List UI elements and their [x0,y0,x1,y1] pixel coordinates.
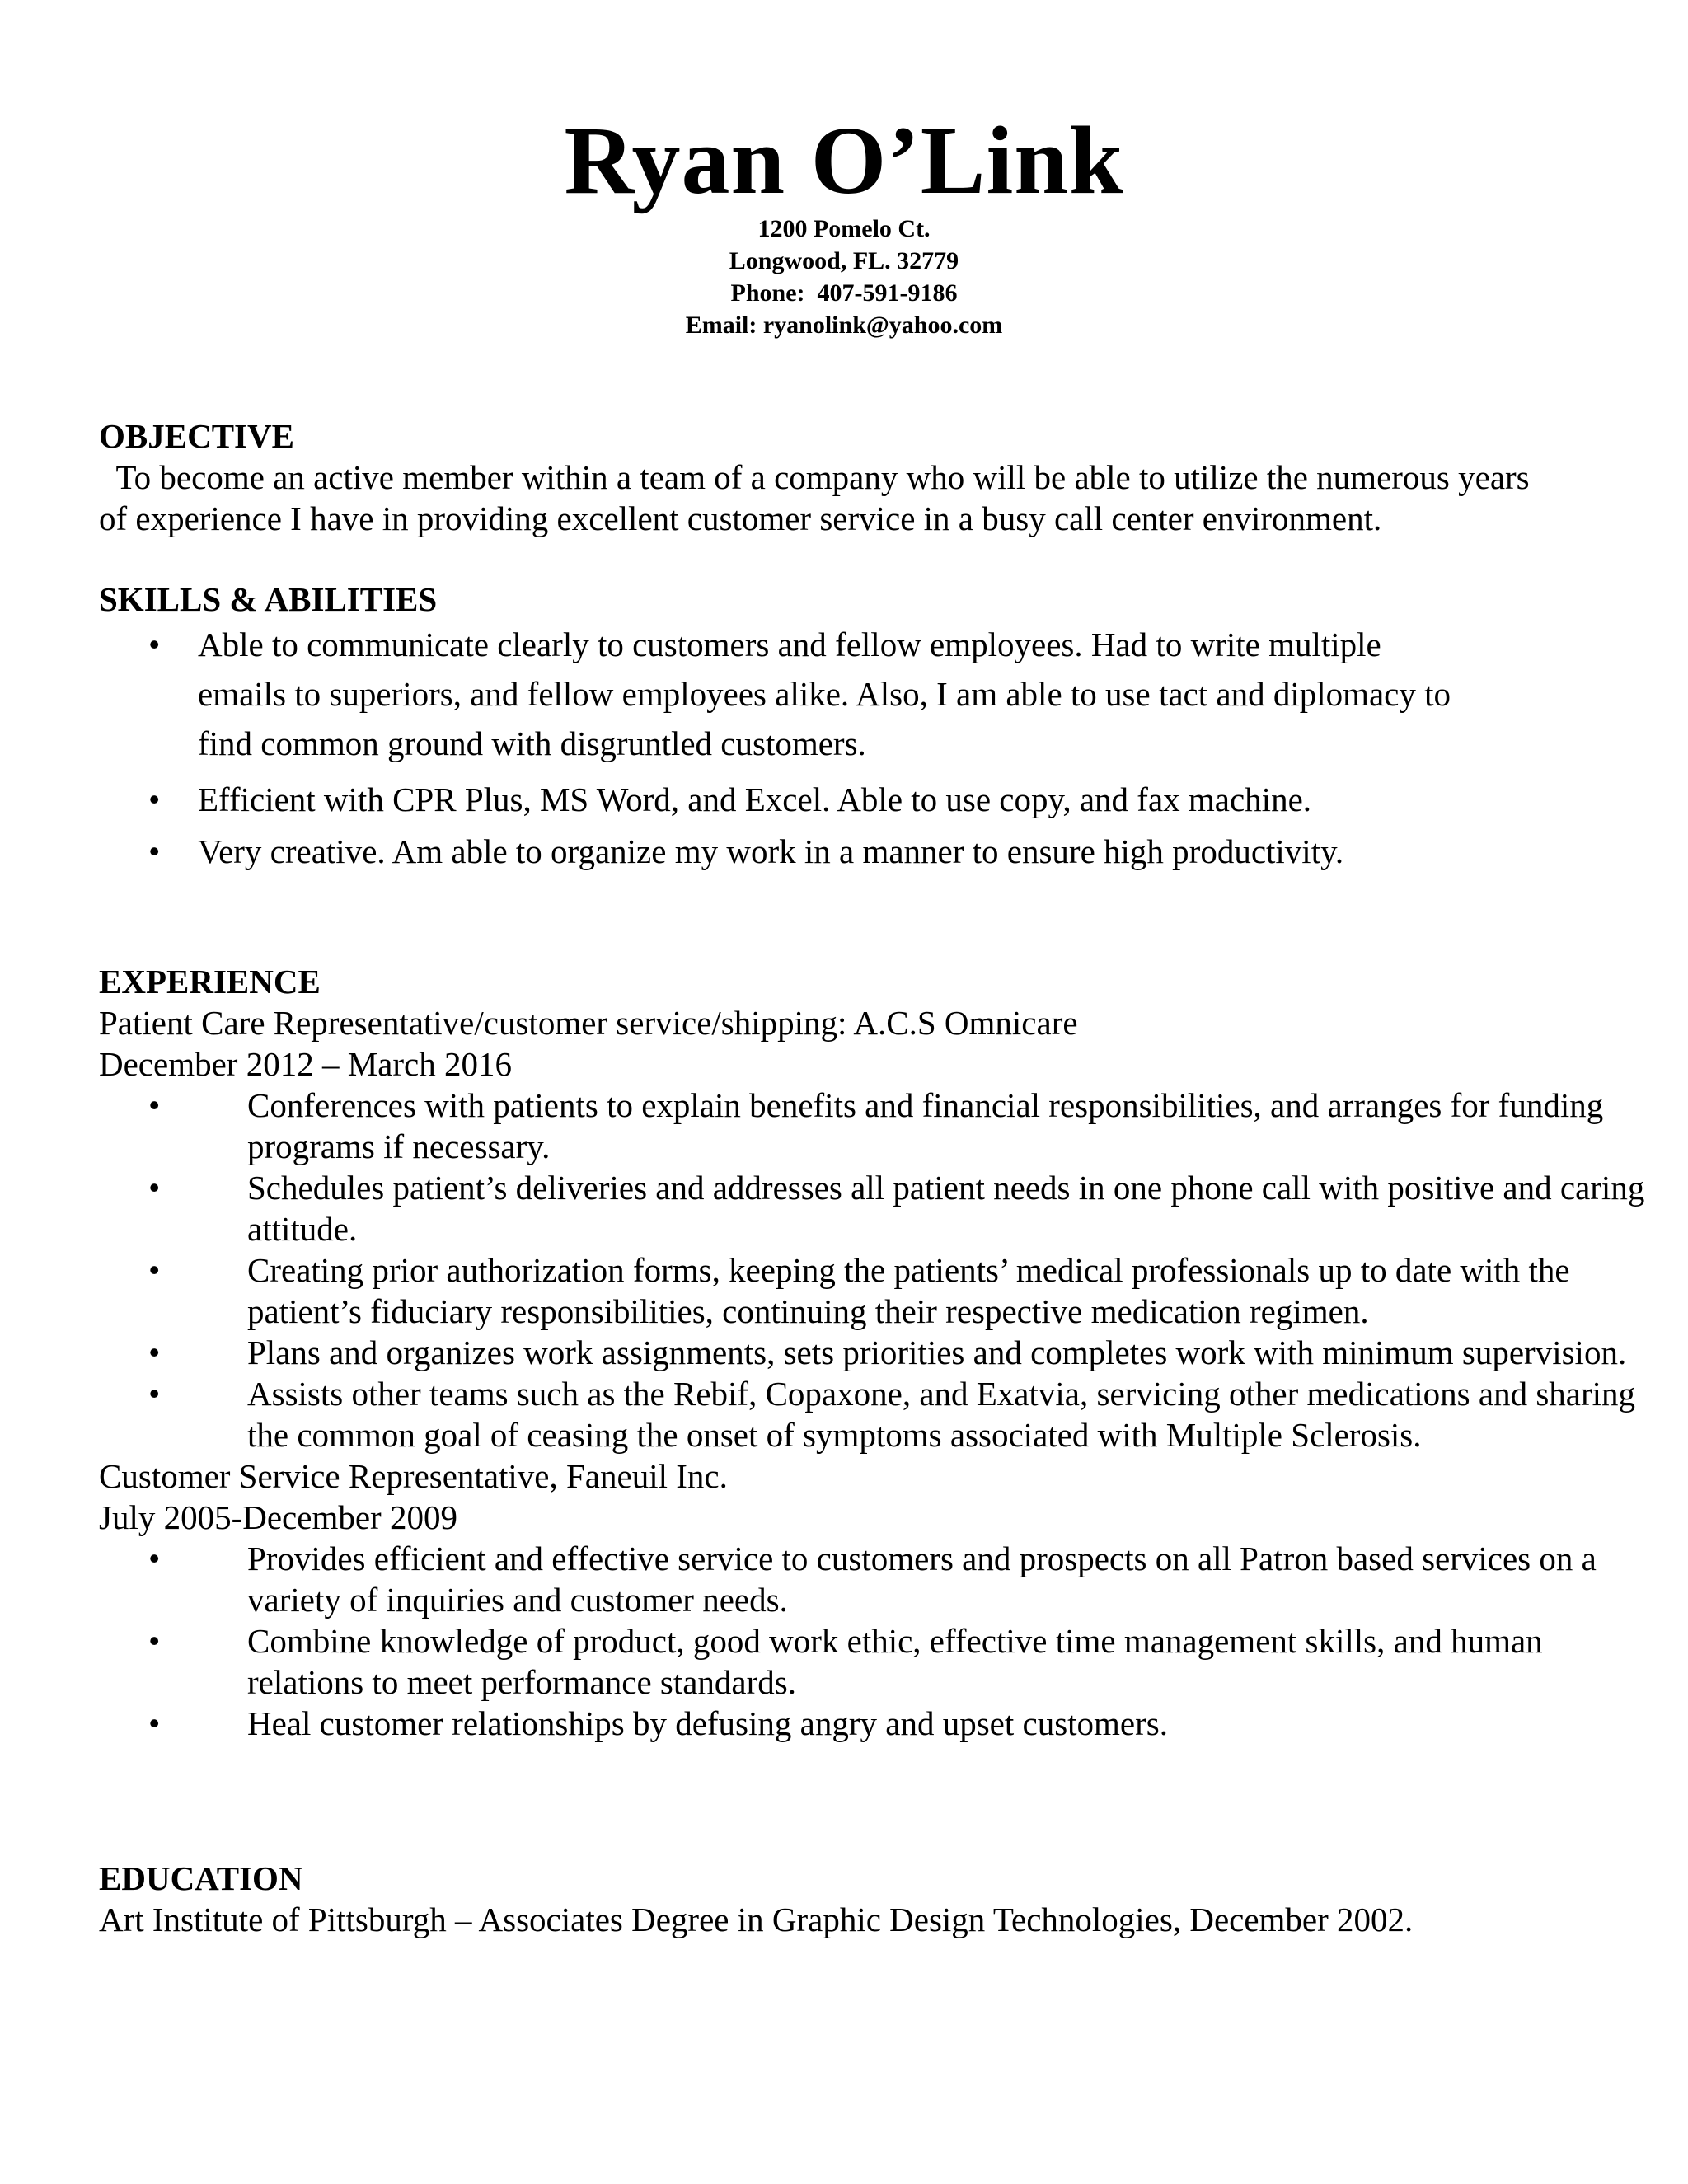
job-dates: December 2012 – March 2016 [99,1045,512,1083]
objective-heading: OBJECTIVE [99,417,294,455]
bullet-icon: • [148,832,161,870]
bullet-icon: • [148,780,161,818]
skill-text: Efficient with CPR Plus, MS Word, and Excel. Able to use copy, and fax machine. [198,780,1312,818]
job-bullet-text: Conferences with patients to explain benefits and financial responsibilities, and arranges for funding programs if necessary. [247,1086,1604,1165]
job-bullet-text: Schedules patient’s deliveries and addresses all patient needs in one phone call with positive and caring attitude. [247,1169,1645,1248]
phone: Phone: 407-591-9186 [730,279,958,307]
education-text: Art Institute of Pittsburgh – Associates Degree in Graphic Design Technologies, December 2002. [99,1900,1414,1938]
job-bullet-text: Assists other teams such as the Rebif, Copaxone, and Exatvia, servicing other medications and sharing the common goal of ceasing the onset of symptoms associated with Multiple Sclerosis. [247,1375,1636,1454]
experience-heading: EXPERIENCE [99,963,321,1001]
bullet-icon: • [148,1333,161,1371]
skills-section [99,579,1582,872]
job-bullet-text: Creating prior authorization forms, keeping the patients’ medical professionals up to date with the patient’s fiduciary responsibilities, continuing their respective medication regimen. [247,1251,1570,1330]
job-bullet [99,1620,1665,1703]
job-bullet [99,1703,1665,1744]
skills-heading: SKILLS & ABILITIES [99,580,438,618]
bullet-icon: • [148,1704,161,1742]
job-bullet-text: Combine knowledge of product, good work ethic, effective time management skills, and human relations to meet performance standards. [247,1622,1543,1701]
bullet-icon: • [148,626,161,663]
skills-list-item [99,775,1467,824]
job-bullet [99,1249,1665,1332]
bullet-icon: • [148,1169,161,1207]
job-bullet [99,1373,1665,1455]
address-line-2: Longwood, FL. 32779 [729,247,959,274]
education-heading: EDUCATION [99,1859,303,1897]
education-section [99,1858,1582,1940]
bullet-icon: • [148,1251,161,1289]
bullet-icon: • [148,1086,161,1124]
skills-list-item [99,831,1376,872]
job-bullet-text: Heal customer relationships by defusing angry and upset customers. [247,1704,1168,1742]
skill-text: Very creative. Am able to organize my work in a manner to ensure high productivity. [198,832,1344,870]
job-bullet [99,1538,1665,1620]
job-entry [99,1455,1597,1744]
email: Email: ryanolink@yahoo.com [685,312,1003,339]
job-entry [99,1002,1645,1455]
job-title: Customer Service Representative, Faneuil Inc. [99,1457,728,1495]
job-bullet-text: Provides efficient and effective service to customers and prospects on all Patron based services on a variety of inquiries and customer needs. [247,1540,1597,1619]
job-bullets [99,1538,1597,1744]
job-dates: July 2005-December 2009 [99,1498,457,1536]
job-bullet [99,1332,1665,1373]
bullet-icon: • [148,1622,161,1660]
job-bullet [99,1085,1665,1167]
experience-section [99,961,1645,1744]
job-bullet-text: Plans and organizes work assignments, sets priorities and completes work with minimum supervision. [247,1333,1627,1371]
candidate-name: Ryan O’Link [564,106,1124,214]
bullet-icon: • [148,1540,161,1577]
address-line-1: 1200 Pomelo Ct. [757,215,931,242]
skill-text: Able to communicate clearly to customers and fellow employees. Had to write multiple emails to superiors, and fellow employees alike. Also, I am able to use tact and diplomacy to find common ground with disgruntled customers. [198,626,1451,762]
skills-list [99,620,1582,872]
job-bullet [99,1167,1665,1249]
job-title: Patient Care Representative/customer service/shipping: A.C.S Omnicare [99,1004,1078,1042]
contact-block [0,213,1688,341]
skills-list-item [99,620,1467,768]
objective-text: To become an active member within a team of a company who will be able to utilize the numerous years of experience I have in providing excellent customer service in a busy call center environment. [99,458,1538,537]
objective-section [99,415,1582,539]
job-bullets [99,1085,1645,1455]
bullet-icon: • [148,1375,161,1413]
